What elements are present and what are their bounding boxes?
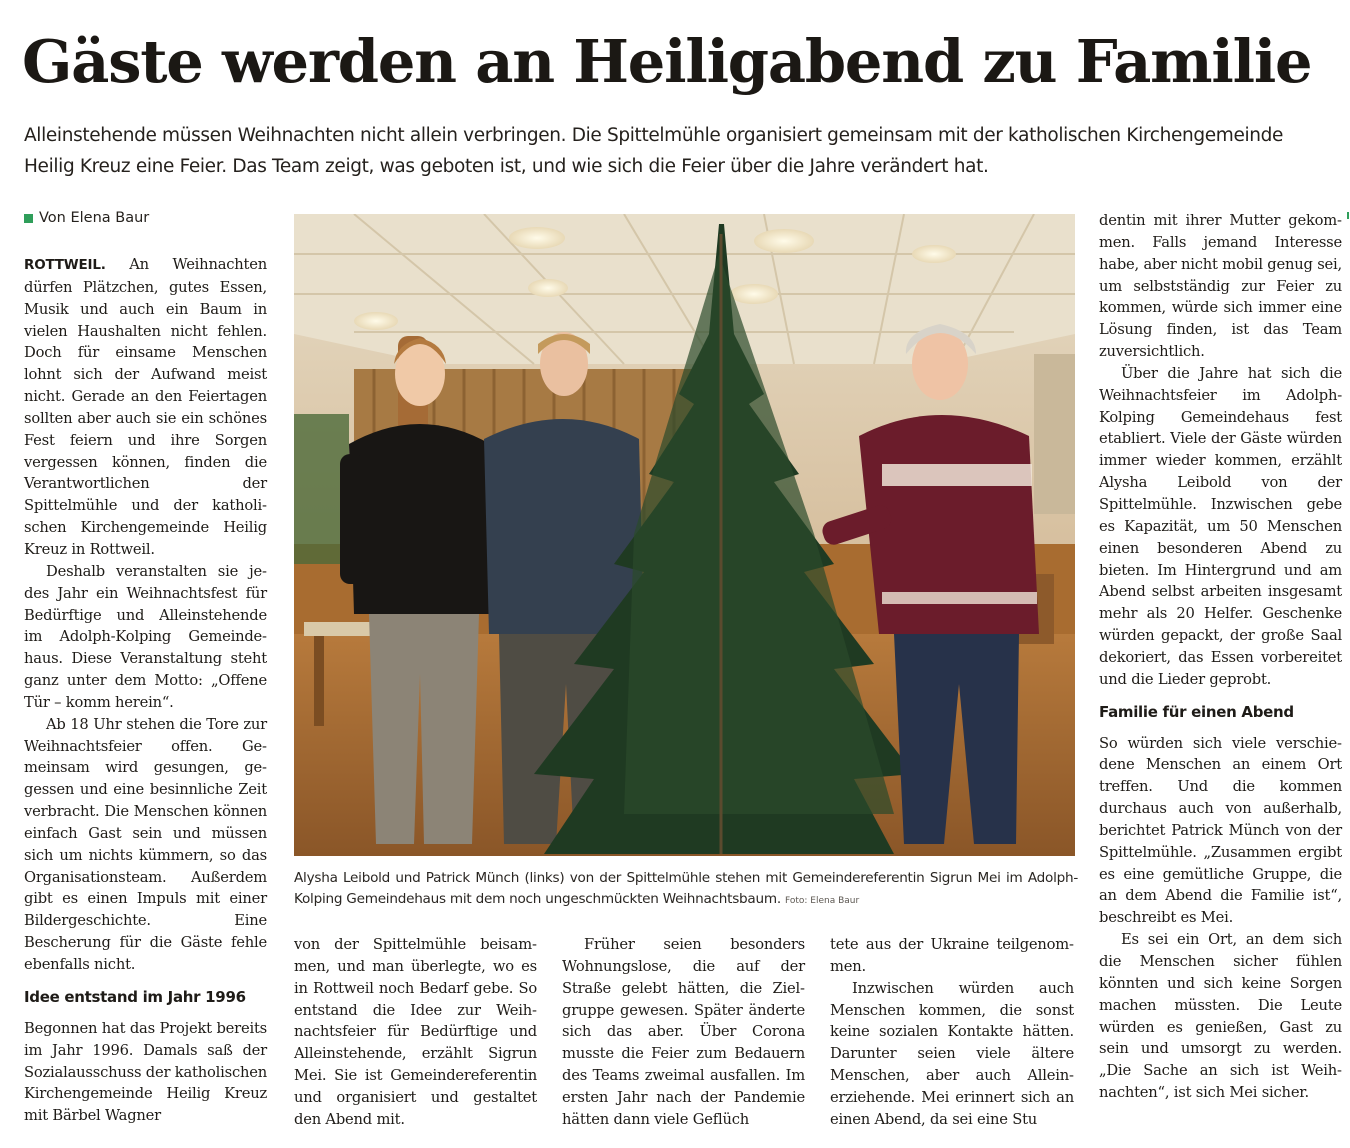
paragraph: dentin mit ihrer Mutter gekommen. Falls jemand Interesse habe, aber nicht mobil genug sei, um selbstständig zur Feier zu kommen, würde sich immer eine Lösung finden, ist das Team zuversichtlich. xyxy=(1099,212,1342,361)
photo-caption xyxy=(294,868,1078,912)
article-column-1 xyxy=(24,254,267,1127)
article-column-5 xyxy=(1099,210,1342,1104)
column-marker-icon xyxy=(1347,212,1349,219)
paragraph: Ab 18 Uhr stehen die Tore zur Weihnachtsfeier offen. Gemeinsam wird gesungen, gegessen und eine besinnliche Zeit verbracht. Die Menschen können einfach Gast sein und müssen sich um nichts kümmern, so das Organisationsteam. Außerdem gibt es einen Impuls mit einer Bildergeschichte. Eine Bescherung für die Gäste fehle ebenfalls nicht. xyxy=(24,715,267,973)
article-photo xyxy=(294,214,1075,856)
paragraph: Inzwischen würden auch Menschen kommen, die sonst keine sozialen Kontakte hätten. Darunter seien viele ältere Menschen, aber auch Alleinerziehende. Mei erinnert sich an einen Abend, da sei eine Stu xyxy=(830,979,1074,1128)
article-column-3 xyxy=(562,934,805,1131)
paragraph: Es sei ein Ort, an dem sich die Menschen sicher fühlen könnten und sich keine Sorgen machen müssten. Die Leute würden es genießen, Gast zu sein und umsorgt zu werden. „Die Sache an sich ist Weihnachten“, ist sich Mei sicher. xyxy=(1099,931,1342,1102)
author-name: Von Elena Baur xyxy=(39,210,150,226)
photo-credit: Foto: Elena Baur xyxy=(785,896,860,906)
paragraph: Über die Jahre hat sich die Weihnachtsfeier im Adolph-Kolping Gemeindehaus fest etabliert. Viele der Gäste würden immer wieder kommen, erzählt Alysha Leibold von der Spittelmühle. Inzwischen gebe es Kapazität, um 50 Menschen einen besonderen Abend zu bieten. Im Hintergrund und am Abend selbst arbeiten insgesamt mehr als 20 Helfer. Geschenke würden gepackt, der große Saal dekoriert, das Essen vorbereitet und die Lieder geprobt. xyxy=(1099,364,1342,688)
author-line xyxy=(24,210,149,226)
dateline: ROTTWEIL. xyxy=(24,257,106,273)
paragraph xyxy=(24,254,267,561)
paragraph: Begonnen hat das Projekt bereits im Jahr 1996. Damals saß der Sozialausschuss der katholischen Kirchengemeinde Heilig Kreuz mit Bärbel Wagner xyxy=(24,1019,267,1125)
subheading: Familie für einen Abend xyxy=(1099,702,1294,721)
subheading: Idee entstand im Jahr 1996 xyxy=(24,987,246,1006)
article-column-2 xyxy=(294,934,537,1131)
paragraph: Früher seien besonders Wohnungslose, die auf der Straße gelebt hätten, die Zielgruppe gewesen. Später änderte sich das aber. Über Corona musste die Feier zum Bedauern des Teams zweimal ausfallen. Im ersten Jahr nach der Pandemie hätten dann viele Geflüch xyxy=(562,936,805,1128)
article-column-4 xyxy=(830,934,1074,1131)
standfirst: Alleinstehende müssen Weihnachten nicht allein verbringen. Die Spittelmühle organisiert gemeinsam mit der katholischen Kirchengemeinde Heilig Kreuz eine Feier. Das Team zeigt, was geboten ist, und wie sich die Feier über die Jahre verändert hat. xyxy=(24,125,1284,177)
caption-text: Alysha Leibold und Patrick Münch (links) von der Spittelmühle stehen mit Gemeindereferentin Sigrun Mei im Adolph-Kolping Gemeindehaus mit dem noch ungeschmückten Weihnachtsbaum. xyxy=(294,870,1078,907)
headline: Gäste werden an Heiligabend zu Familie xyxy=(22,27,1312,96)
paragraph: Deshalb veranstalten sie jedes Jahr ein Weihnachtsfest für Bedürftige und Alleinstehende im Adolph-Kolping Gemeindehaus. Diese Veranstaltung steht ganz unter dem Motto: „Offene Tür – komm herein“. xyxy=(24,562,267,711)
paragraph: So würden sich viele verschiedene Menschen an einem Ort treffen. Und die kommen durchaus auch von außerhalb, berichtet Patrick Münch von der Spittelmühle. „Zusammen ergibt es eine gemütliche Gruppe, die an dem Abend die Familie ist“, beschreibt es Mei. xyxy=(1099,734,1342,927)
photo-illustration xyxy=(294,214,1075,856)
paragraph-text: An Weihnachten dürfen Plätzchen, gutes Essen, Musik und auch ein Baum in vielen Haushalten nicht fehlen. Doch für einsame Menschen lohnt sich der Aufwand meist nicht. Gerade an den Feiertagen sollten aber auch sie ein schönes Fest feiern und ihre Sorgen vergessen können, finden die Verantwortlichen der Spittelmühle und der katholischen Kirchengemeinde Heilig Kreuz in Rottweil. xyxy=(24,256,267,558)
paragraph: tete aus der Ukraine teilgenommen. xyxy=(830,936,1074,975)
author-marker-icon xyxy=(24,214,33,223)
paragraph: von der Spittelmühle beisammen, und man überlegte, wo es in Rottweil noch Bedarf gebe. So entstand die Idee zur Weihnachtsfeier für Bedürftige und Alleinstehende, erzählt Sigrun Mei. Sie ist Gemeindereferentin und organisiert und gestaltet den Abend mit. xyxy=(294,936,537,1128)
